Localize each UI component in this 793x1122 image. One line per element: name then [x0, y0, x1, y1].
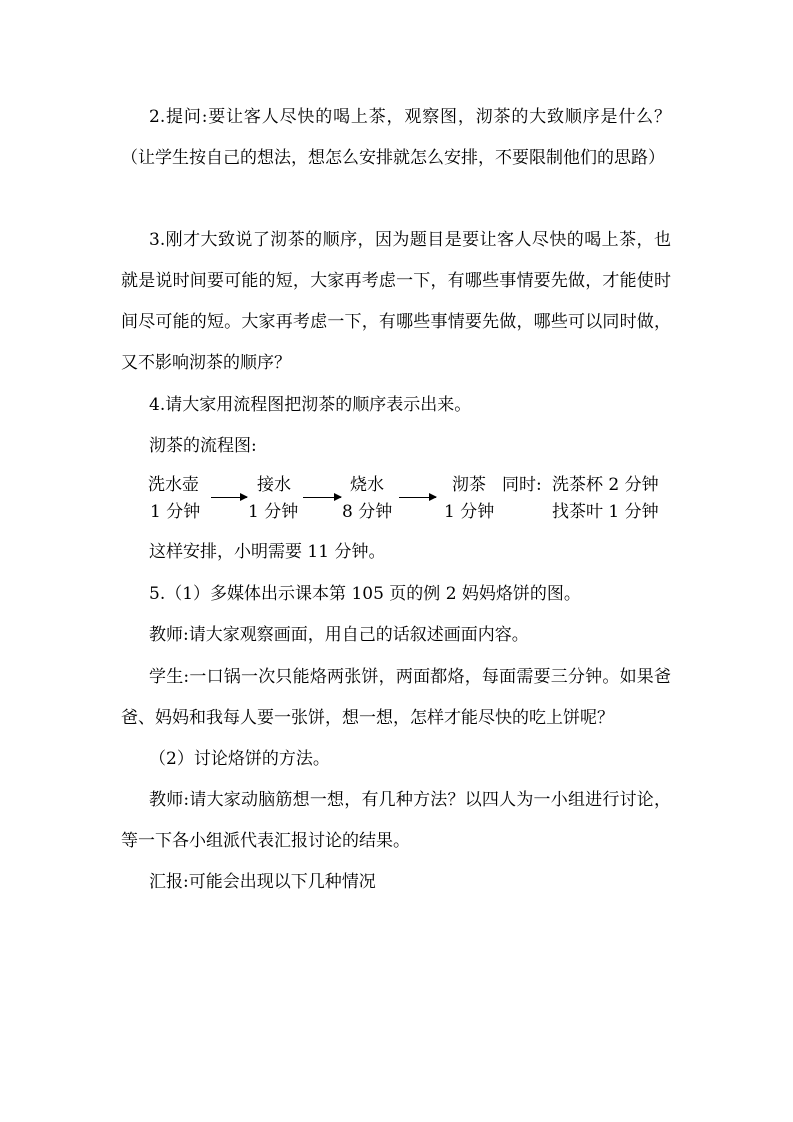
flow-step-2-time: 1 分钟	[248, 502, 299, 522]
flow-step-3-time: 8 分钟	[342, 502, 393, 522]
paragraph-question-2: 2.提问:要让客人尽快的喝上茶，观察图，沏茶的大致顺序是什么？（让学生按自己的想法，想怎么安排就怎么安排，不要限制他们的思路）	[121, 107, 671, 168]
paragraph-item-4: 4.请大家用流程图把沏茶的顺序表示出来。	[149, 395, 472, 415]
paragraph-teacher-1: 教师:请大家观察画面，用自己的话叙述画面内容。	[149, 625, 529, 645]
flow-step-3-name: 烧水	[350, 475, 384, 495]
flow-parallel-task-1: 洗茶杯 2 分钟	[552, 475, 659, 495]
flow-parallel-label: 同时:	[502, 475, 542, 495]
flow-step-4-time: 1 分钟	[444, 502, 495, 522]
flow-arrow-3	[399, 497, 436, 498]
flow-step-4-name: 沏茶	[452, 475, 486, 495]
paragraph-student-1: 学生:一口锅一次只能烙两张饼，两面都烙，每面需要三分钟。如果爸爸、妈妈和我每人要一张饼，想一想，怎样才能尽快的吃上饼呢？	[121, 667, 671, 728]
flow-step-1-name: 洗水壶	[148, 475, 199, 495]
paragraph-item-5-2: （2）讨论烙饼的方法。	[149, 749, 330, 769]
flowchart-title: 沏茶的流程图:	[149, 436, 257, 456]
flow-arrow-1	[211, 497, 247, 498]
paragraph-report: 汇报:可能会出现以下几种情况	[149, 872, 376, 892]
flow-step-1-time: 1 分钟	[150, 502, 201, 522]
flow-parallel-task-2: 找茶叶 1 分钟	[552, 502, 659, 522]
paragraph-result: 这样安排，小明需要 11 分钟。	[149, 542, 386, 562]
flow-arrow-2	[303, 497, 341, 498]
paragraph-item-5: 5.（1）多媒体出示课本第 105 页的例 2 妈妈烙饼的图。	[149, 584, 581, 604]
flow-step-2-name: 接水	[257, 475, 291, 495]
paragraph-teacher-2: 教师:请大家动脑筋想一想，有几种方法？以四人为一小组进行讨论，等一下各小组派代表汇报讨论的结果。	[121, 790, 671, 851]
paragraph-item-3: 3.刚才大致说了沏茶的顺序，因为题目是要让客人尽快的喝上茶，也就是说时间要可能的短，大家再考虑一下，有哪些事情要先做，才能使时间尽可能的短。大家再考虑一下，有哪些事情要先做，哪些可以同时做，又不影响沏茶的顺序？	[121, 230, 671, 373]
